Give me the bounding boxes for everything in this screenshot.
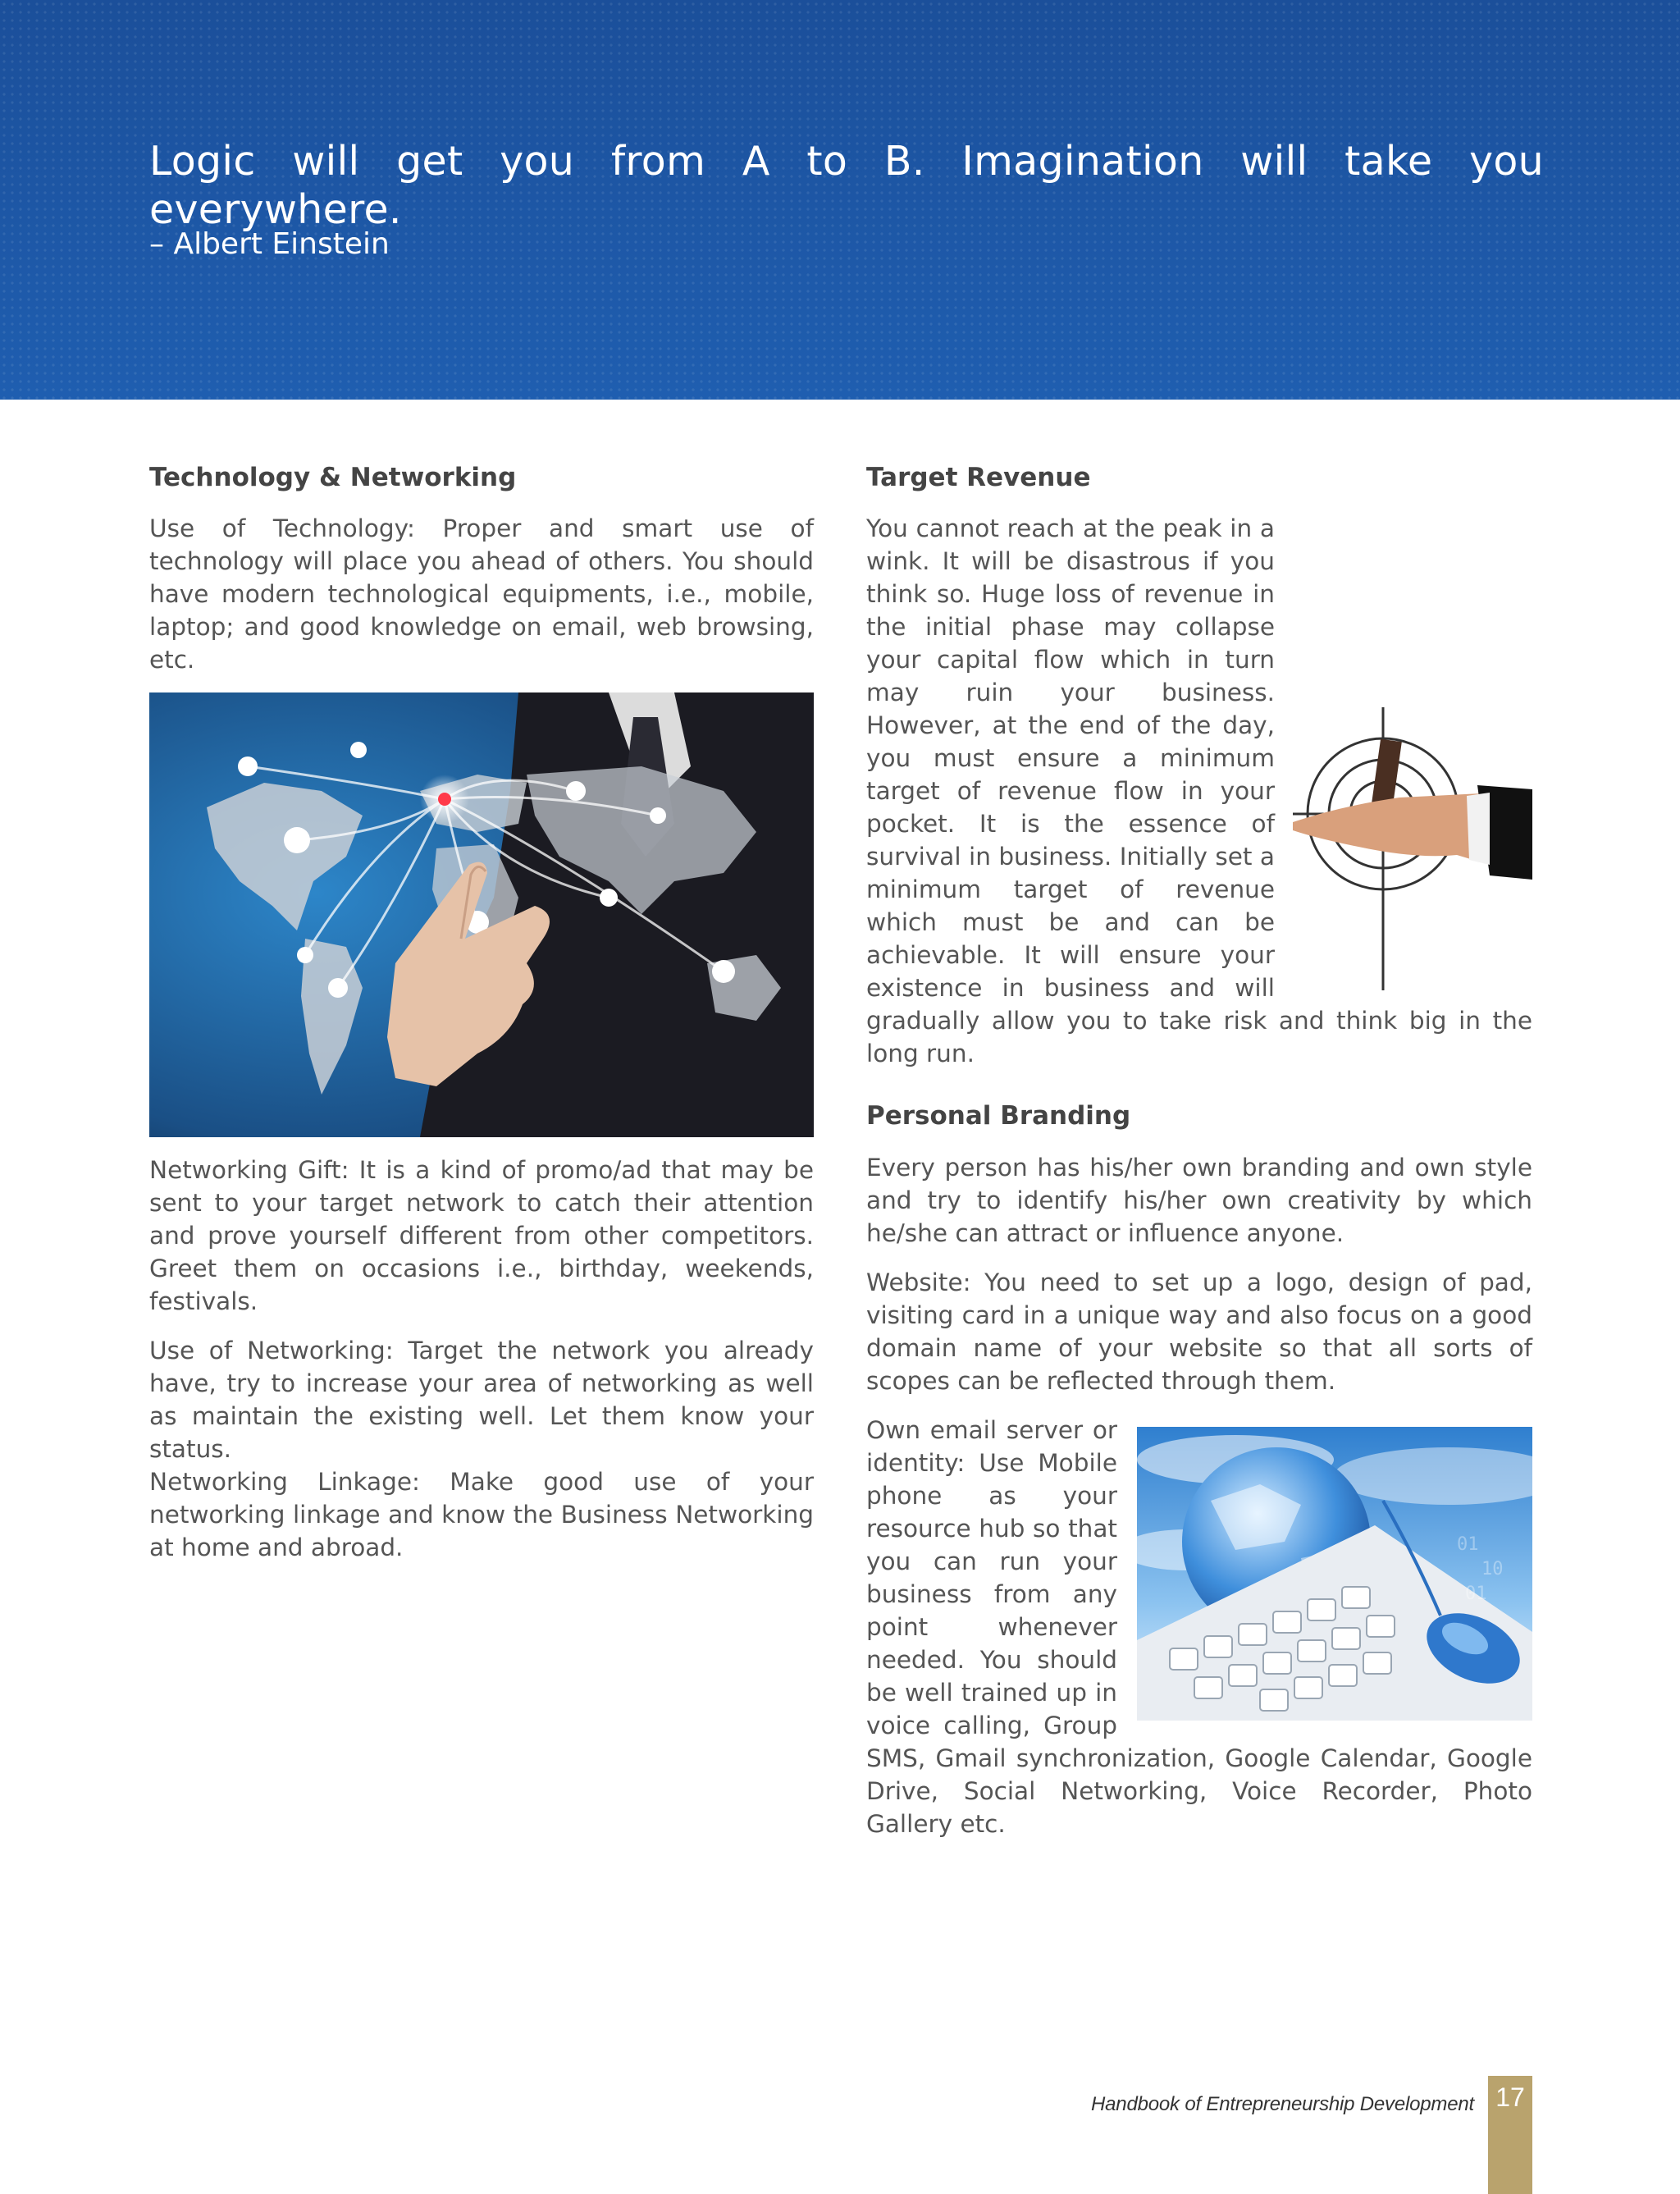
section-heading-personal-branding: Personal Branding [866,1101,1131,1131]
paragraph-target-revenue: You cannot reach at the peak in a wink. It will be disastrous if you think so. Huge loss of revenue in the initial phase may collapse your capital flow which in turn may ruin your business. However, at the end of the day, you must ensure a minimum target of revenue flow in your pocket. It is the essence of survival in business. Initially set a minimum target of revenue which must be and can be achievable. It will ensure your existence in business and will gradually allow you to take risk and think big in the long run. [866,514,1532,1068]
section-heading-technology: Technology & Networking [149,463,517,492]
paragraph-networking-gift: Networking Gift: It is a kind of promo/ad that may be sent to your target network to catch their attention and prove yourself different from other competitors. Greet them on occasions i.e., birthday, weekends, festivals. [149,1156,814,1316]
paragraph-own-email-server: Own email server or identity: Use Mobile phone as your resource hub so that you can run your business from any point whenever needed. You should be well trained up in voice calling, Group SMS, Gmail synchronization, Google Calendar, Google Drive, Social Networking, Voice Recorder, Photo Gallery etc. [866,1415,1532,1838]
svg-text:10: 10 [1481,1558,1504,1579]
target-in-hand-image [1293,707,1532,990]
svg-text:01: 01 [1457,1534,1479,1555]
page-number: 17 [1495,2082,1525,2112]
paragraph-personal-branding: Every person has his/her own branding and own style and try to identify his/her own creativity by which he/she can attract or influence anyone. [866,1153,1532,1247]
paragraph-use-of-technology: Use of Technology: Proper and smart use of technology will place you ahead of others. You should have modern technological equipments, i.e., mobile, laptop; and good knowledge on email, web browsing, etc. [149,514,814,674]
svg-text:01: 01 [1465,1583,1487,1604]
world-network-image [149,692,814,1137]
right-column [866,461,1532,1857]
keyboard-globe-image [1137,1427,1532,1721]
section-heading-target-revenue: Target Revenue [866,463,1091,492]
left-column [149,461,814,1580]
quote-text: Logic will get you from A to B. Imagination will take you everywhere. [149,138,1544,233]
footer-book-title: Handbook of Entrepreneurship Development [1091,2093,1474,2115]
paragraph-use-of-networking: Use of Networking: Target the network you already have, try to increase your area of networking as well as maintain the existing well. Let them know your status. [149,1337,814,1464]
header-banner [0,0,1680,400]
paragraph-website: Website: You need to set up a logo, design of pad, visiting card in a unique way and also focus on a good domain name of your website so that all sorts of scopes can be reflected through them. [866,1268,1532,1395]
paragraph-networking-linkage: Networking Linkage: Make good use of your networking linkage and know the Business Networking at home and abroad. [149,1468,814,1562]
page-number-tab [1488,2076,1532,2194]
quote-author: – Albert Einstein [149,227,390,261]
